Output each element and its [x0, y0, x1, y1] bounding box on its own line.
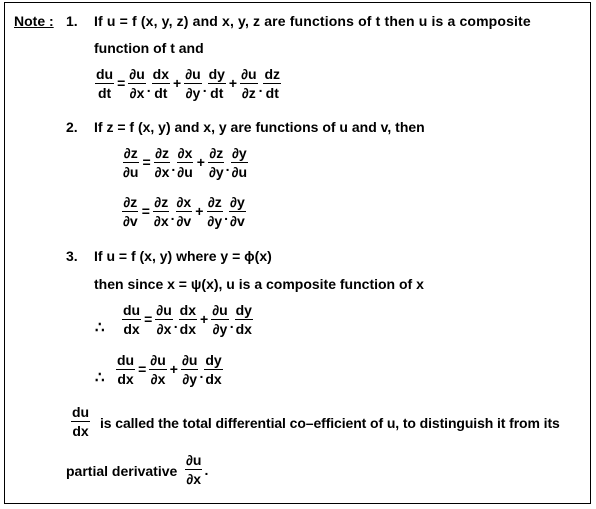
closing-fraction-partial-u-x: $\frac{\partial u}{\partial x}$ . [186, 452, 209, 487]
item-3-line1: If u = f (x, y) where y = ϕ(x) [94, 248, 272, 264]
equation-total-du-dx-2: $\frac{du}{dx}$ = $\frac{\partial u}{\partial x}$ + $\frac{\partial u}{\partial y}$ . $\frac{dy}{dx}$ [117, 352, 222, 387]
item-2-number: 2. [66, 119, 78, 135]
equation-partial-z-v: $\frac{\partial z}{\partial v}$ = $\frac{\partial z}{\partial x}$ . $\frac{\partial x}{\partial v}$ + $\frac{\partial z}{\partial y}$ . $\frac{\partial y}{\partial v}$ [123, 194, 245, 229]
equation-partial-z-u: $\frac{\partial z}{\partial u}$ = $\frac{\partial z}{\partial x}$ . $\frac{\partial x}{\partial u}$ + $\frac{\partial z}{\partial y}$ . $\frac{\partial y}{\partial u}$ [123, 145, 248, 180]
item-3-line2: then since x = ψ(x), u is a composite function of x [94, 276, 424, 292]
item-2-line1: If z = f (x, y) and x, y are functions of u and v, then [94, 119, 425, 135]
note-label: Note : [14, 13, 54, 29]
closing-text-line1: is called the total differential co–efficient of u, to distinguish it from its [100, 415, 560, 431]
item-1-number: 1. [66, 13, 78, 29]
therefore-symbol-2: ∴ [95, 369, 105, 386]
closing-text-line2: partial derivative [66, 463, 178, 479]
item-1-line2: function of t and [94, 40, 204, 56]
fraction-du-dt: $\frac{du}{dt}$ [96, 66, 114, 101]
equation-chain-rule-t: $\frac{du}{dt}$ = $\frac{\partial u}{\partial x}$ . $\frac{dx}{dt}$ + $\frac{\partial u}{\partial y}$ . $\frac{dy}{dt}$ + $\frac{\partial u}{\partial z}$ . $\frac{dz}{dt}$ [96, 66, 281, 101]
therefore-symbol: ∴ [95, 319, 105, 336]
closing-fraction-du-dx: $\frac{du}{dx}$ [72, 404, 90, 439]
equation-total-du-dx-1: $\frac{du}{dx}$ = $\frac{\partial u}{\partial x}$ . $\frac{dx}{dx}$ + $\frac{\partial u}{\partial y}$ . $\frac{dy}{dx}$ [123, 302, 252, 337]
item-3-number: 3. [66, 248, 78, 264]
item-1-line1: If u = f (x, y, z) and x, y, z are functions of t then u is a composite [94, 13, 531, 29]
